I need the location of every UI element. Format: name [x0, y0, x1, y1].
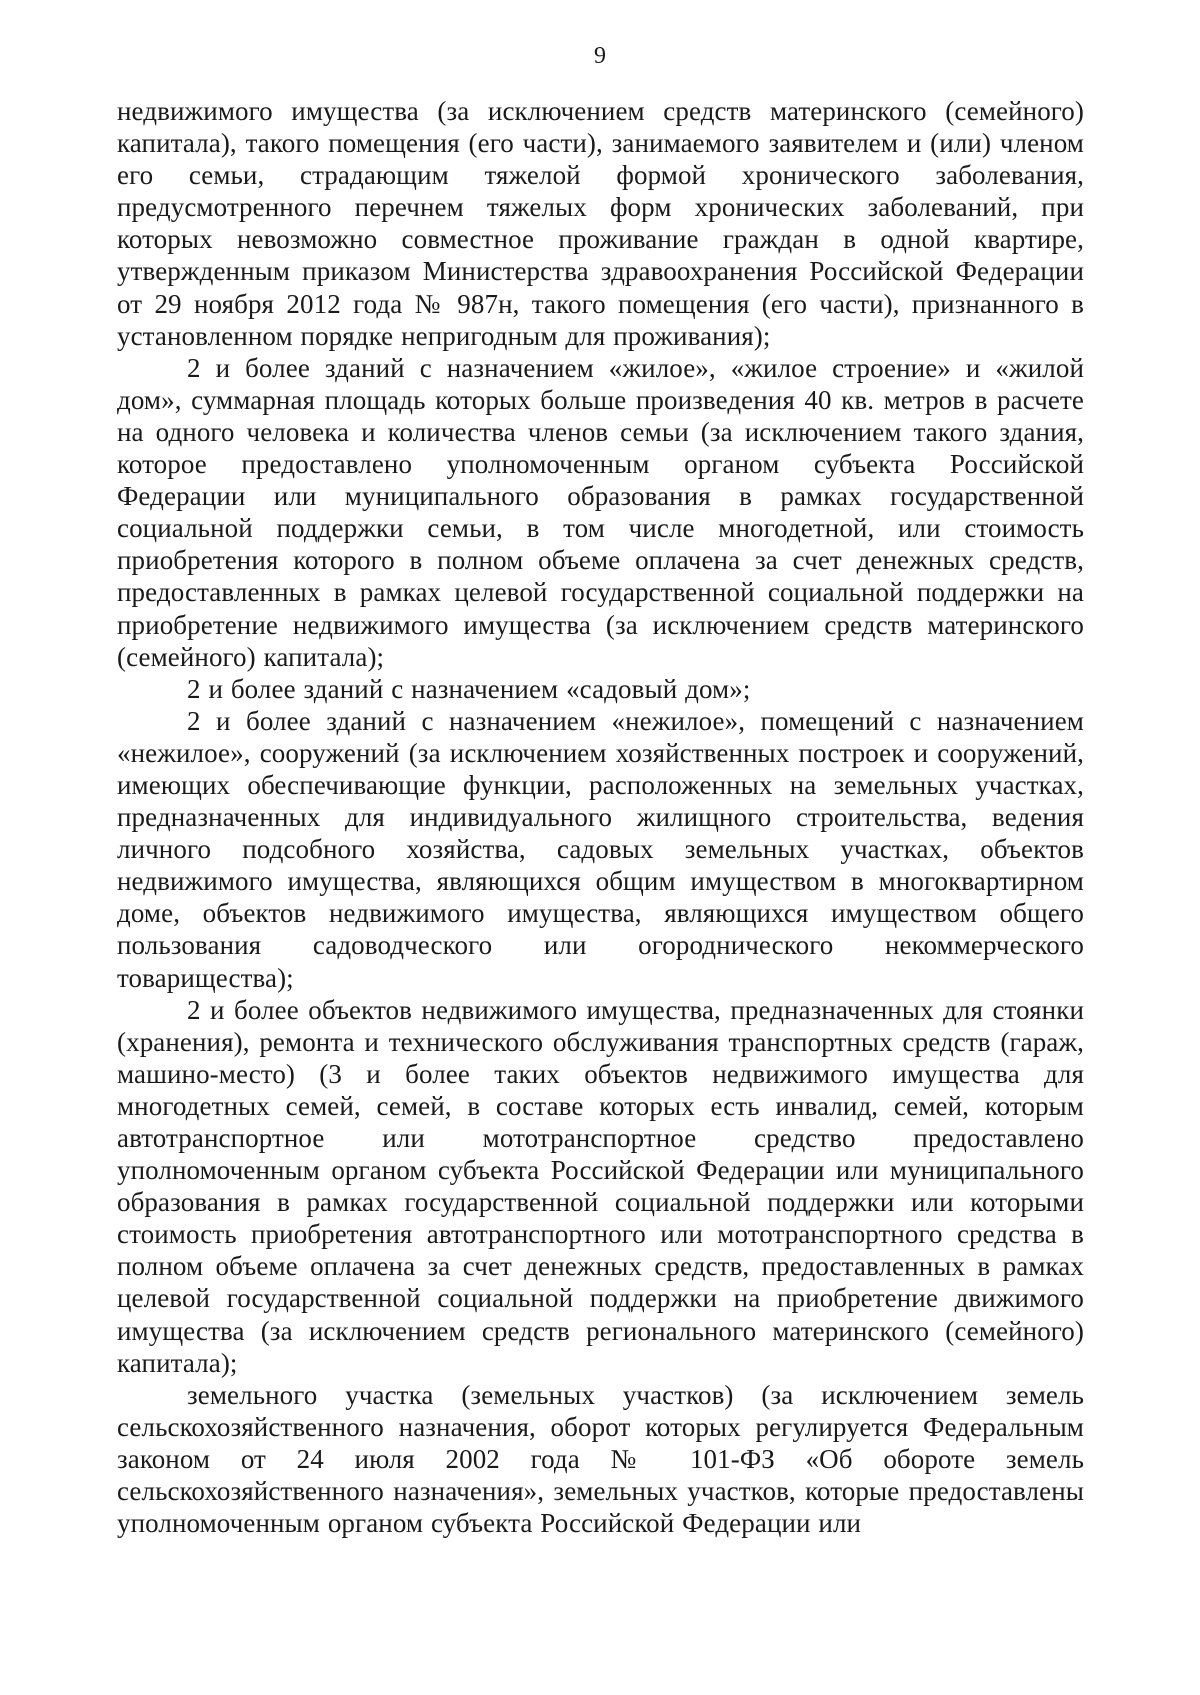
paragraph-land-plot: земельного участка (земельных участков) (за исключением земель сельскохозяйственного назначения, оборот которых регулируется Федеральным законом от 24 июля 2002 года № 101-ФЗ «Об обороте земель сельскохозяйственного назначения», земельных участков, которые предоставлены уполномоченным органом субъекта Российской Федерации или	[117, 1379, 1084, 1539]
paragraph-nonresidential-buildings: 2 и более зданий с назначением «нежилое», помещений с назначением «нежилое», сооружений (за исключением хозяйственных построек и сооружений, имеющих обеспечивающие функции, расположенных на земельных участках, предназначенных для индивидуального жилищного строительства, ведения личного подсобного хозяйства, садовых земельных участках, объектов недвижимого имущества, являющихся общим имуществом в многоквартирном доме, объектов недвижимого имущества, являющихся имуществом общего пользования садоводческого или огороднического некоммерческого товарищества);	[117, 705, 1084, 993]
page-number: 9	[594, 43, 606, 69]
paragraph-continuation: недвижимого имущества (за исключением средств материнского (семейного) капитала), такого помещения (его части), занимаемого заявителем и (или) членом его семьи, страдающим тяжелой формой хронического заболевания, предусмотренного перечнем тяжелых форм хронических заболеваний, при которых невозможно совместное проживание граждан в одной квартире, утвержденным приказом Министерства здравоохранения Российской Федерации от 29 ноября 2012 года № 987н, такого помещения (его части), признанного в установленном порядке непригодным для проживания);	[117, 96, 1084, 351]
paragraph-garden-house: 2 и более зданий с назначением «садовый дом»;	[187, 673, 751, 704]
paragraph-residential-buildings: 2 и более зданий с назначением «жилое», «жилое строение» и «жилой дом», суммарная площадь которых больше произведения 40 кв. метров в расчете на одного человека и количества членов семьи (за исключением такого здания, которое предоставлено уполномоченным органом субъекта Российской Федерации или муниципального образования в рамках государственной социальной поддержки семьи, в том числе многодетной, или стоимость приобретения которого в полном объеме оплачена за счет денежных средств, предоставленных в рамках целевой государственной социальной поддержки на приобретение недвижимого имущества (за исключением средств материнского (семейного) капитала);	[117, 352, 1084, 672]
paragraph-vehicle-storage: 2 и более объектов недвижимого имущества, предназначенных для стоянки (хранения), ремонта и технического обслуживания транспортных средств (гараж, машино-место) (3 и более таких объектов недвижимого имущества для многодетных семей, семей, в составе которых есть инвалид, семей, которым автотранспортное или мототранспортное средство предоставлено уполномоченным органом субъекта Российской Федерации или муниципального образования в рамках государственной социальной поддержки или которыми стоимость приобретения автотранспортного или мототранспортного средства в полном объеме оплачена за счет денежных средств, предоставленных в рамках целевой государственной социальной поддержки на приобретение движимого имущества (за исключением средств регионального материнского (семейного) капитала);	[117, 994, 1084, 1378]
document-body	[117, 95, 1084, 1539]
